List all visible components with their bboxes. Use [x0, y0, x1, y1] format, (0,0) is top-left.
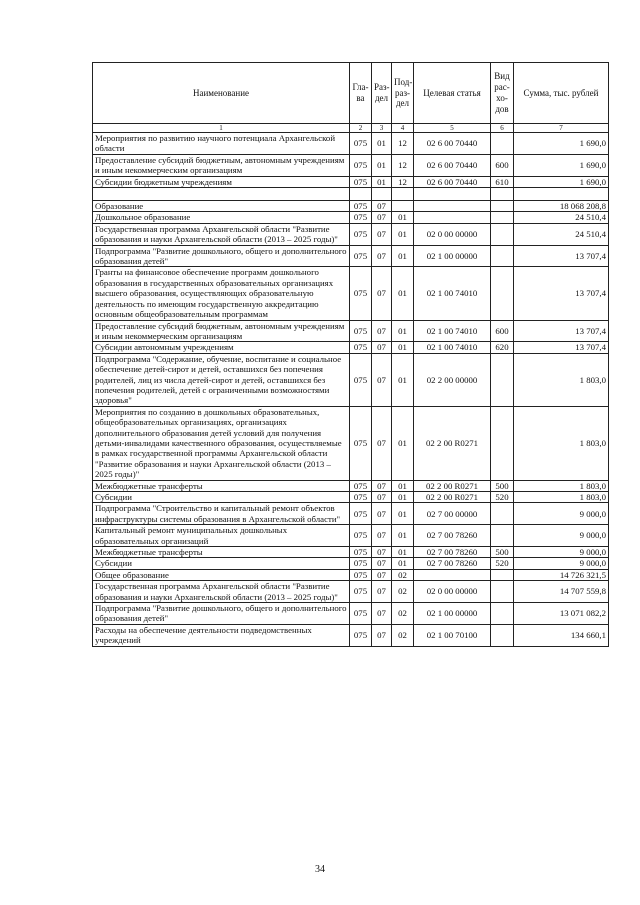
- cell-razdel: 01: [372, 154, 392, 176]
- cell-vid-rashodov: [491, 201, 514, 212]
- cell-vid-rashodov: [491, 503, 514, 525]
- cell-name: Гранты на финансовое обеспечение программ дошкольного образования в государственных образовательных организациях высшего образования, осуществляющих образовательную деятельность по имеющим государственную аккредитацию основным общеобразовательным программам: [93, 267, 350, 320]
- cell-name: Общее образование: [93, 569, 350, 580]
- cell-vid-rashodov: [491, 525, 514, 547]
- cell-vid-rashodov: 520: [491, 492, 514, 503]
- cell-cel-statya: 02 1 00 70100: [414, 624, 491, 646]
- cell-podrazdel: 01: [392, 492, 414, 503]
- cell-summa: 9 000,0: [514, 525, 609, 547]
- cell-glava: 075: [350, 525, 372, 547]
- table-row: [93, 558, 609, 569]
- column-number: 4: [392, 124, 414, 133]
- table-row: [93, 492, 609, 503]
- cell-summa: 18 068 208,8: [514, 201, 609, 212]
- empty-cell: [350, 188, 372, 201]
- cell-razdel: 07: [372, 492, 392, 503]
- cell-razdel: 07: [372, 406, 392, 480]
- cell-summa: 1 803,0: [514, 480, 609, 491]
- page-number: 34: [315, 864, 325, 875]
- empty-cell: [514, 188, 609, 201]
- cell-vid-rashodov: [491, 223, 514, 245]
- cell-glava: 075: [350, 480, 372, 491]
- cell-cel-statya: 02 1 00 74010: [414, 342, 491, 353]
- cell-summa: 9 000,0: [514, 503, 609, 525]
- cell-name: Расходы на обеспечение деятельности подведомственных учреждений: [93, 624, 350, 646]
- cell-razdel: 07: [372, 201, 392, 212]
- table-row: [93, 212, 609, 223]
- table-spacer-row: [93, 188, 609, 201]
- cell-razdel: 07: [372, 603, 392, 625]
- cell-name: Межбюджетные трансферты: [93, 547, 350, 558]
- header-name: Наименование: [93, 63, 350, 124]
- cell-vid-rashodov: [491, 406, 514, 480]
- cell-name: Субсидии: [93, 558, 350, 569]
- cell-glava: 075: [350, 547, 372, 558]
- cell-vid-rashodov: [491, 603, 514, 625]
- table-row: [93, 320, 609, 342]
- cell-razdel: 07: [372, 223, 392, 245]
- cell-podrazdel: 12: [392, 133, 414, 155]
- cell-glava: 075: [350, 558, 372, 569]
- cell-vid-rashodov: 600: [491, 320, 514, 342]
- table-row: [93, 176, 609, 187]
- table-row: [93, 569, 609, 580]
- cell-glava: 075: [350, 492, 372, 503]
- table-header-row: [93, 63, 609, 124]
- cell-vid-rashodov: 600: [491, 154, 514, 176]
- cell-name: Предоставление субсидий бюджетным, автономным учреждениям и иным некоммерческим организациям: [93, 320, 350, 342]
- empty-cell: [372, 188, 392, 201]
- column-number: 3: [372, 124, 392, 133]
- column-number: 7: [514, 124, 609, 133]
- cell-cel-statya: 02 6 00 70440: [414, 176, 491, 187]
- cell-vid-rashodov: [491, 212, 514, 223]
- cell-cel-statya: 02 1 00 00000: [414, 603, 491, 625]
- cell-podrazdel: 01: [392, 245, 414, 267]
- cell-name: Подпрограмма "Содержание, обучение, воспитание и социальное обеспечение детей-сирот и детей, оставшихся без попечения родителей, лиц из числа детей-сирот и детей, оставшихся без попечения родителей, детей с ограниченными возможностями здоровья": [93, 353, 350, 406]
- cell-glava: 075: [350, 245, 372, 267]
- table-row: [93, 547, 609, 558]
- cell-podrazdel: 02: [392, 581, 414, 603]
- cell-glava: 075: [350, 223, 372, 245]
- cell-summa: 1 690,0: [514, 133, 609, 155]
- cell-glava: 075: [350, 569, 372, 580]
- table-row: [93, 406, 609, 480]
- cell-vid-rashodov: [491, 569, 514, 580]
- cell-glava: 075: [350, 154, 372, 176]
- cell-summa: 134 660,1: [514, 624, 609, 646]
- cell-razdel: 07: [372, 245, 392, 267]
- table-row: [93, 581, 609, 603]
- cell-glava: 075: [350, 603, 372, 625]
- cell-podrazdel: 01: [392, 223, 414, 245]
- header-cel-statya: Целевая статья: [414, 63, 491, 124]
- table-row: [93, 201, 609, 212]
- cell-podrazdel: 02: [392, 624, 414, 646]
- cell-podrazdel: 12: [392, 176, 414, 187]
- cell-name: Мероприятия по развитию научного потенциала Архангельской области: [93, 133, 350, 155]
- cell-name: Предоставление субсидий бюджетным, автономным учреждениям и иным некоммерческим организациям: [93, 154, 350, 176]
- cell-glava: 075: [350, 503, 372, 525]
- table-row: [93, 480, 609, 491]
- column-number-row: [93, 124, 609, 133]
- cell-summa: 9 000,0: [514, 547, 609, 558]
- cell-cel-statya: [414, 569, 491, 580]
- cell-razdel: 07: [372, 547, 392, 558]
- cell-summa: 13 071 082,2: [514, 603, 609, 625]
- cell-podrazdel: 01: [392, 480, 414, 491]
- cell-summa: 1 803,0: [514, 353, 609, 406]
- empty-cell: [93, 188, 350, 201]
- cell-summa: 1 803,0: [514, 406, 609, 480]
- table-row: [93, 503, 609, 525]
- cell-cel-statya: 02 1 00 00000: [414, 245, 491, 267]
- empty-cell: [392, 188, 414, 201]
- empty-cell: [491, 188, 514, 201]
- cell-vid-rashodov: [491, 245, 514, 267]
- cell-vid-rashodov: 610: [491, 176, 514, 187]
- cell-podrazdel: 01: [392, 267, 414, 320]
- cell-vid-rashodov: 500: [491, 480, 514, 491]
- cell-cel-statya: 02 7 00 00000: [414, 503, 491, 525]
- table-body: [93, 133, 609, 647]
- cell-glava: 075: [350, 133, 372, 155]
- cell-podrazdel: 01: [392, 406, 414, 480]
- cell-summa: 13 707,4: [514, 267, 609, 320]
- cell-glava: 075: [350, 320, 372, 342]
- cell-name: Межбюджетные трансферты: [93, 480, 350, 491]
- cell-razdel: 07: [372, 353, 392, 406]
- cell-summa: 24 510,4: [514, 212, 609, 223]
- cell-razdel: 01: [372, 133, 392, 155]
- cell-cel-statya: 02 6 00 70440: [414, 154, 491, 176]
- cell-cel-statya: 02 2 00 R0271: [414, 480, 491, 491]
- cell-podrazdel: 01: [392, 353, 414, 406]
- cell-podrazdel: 01: [392, 525, 414, 547]
- cell-podrazdel: 12: [392, 154, 414, 176]
- cell-cel-statya: 02 7 00 78260: [414, 547, 491, 558]
- budget-document: [92, 62, 608, 647]
- header-vid-rashodov: Вид рас-хо-дов: [491, 63, 514, 124]
- cell-name: Государственная программа Архангельской области "Развитие образования и науки Архангельской области (2013 – 2025 годы)": [93, 581, 350, 603]
- cell-razdel: 07: [372, 558, 392, 569]
- cell-cel-statya: 02 7 00 78260: [414, 525, 491, 547]
- table-row: [93, 624, 609, 646]
- cell-glava: 075: [350, 581, 372, 603]
- cell-name: Субсидии: [93, 492, 350, 503]
- cell-name: Подпрограмма "Строительство и капитальный ремонт объектов инфраструктуры системы образования в Архангельской области": [93, 503, 350, 525]
- cell-vid-rashodov: 620: [491, 342, 514, 353]
- cell-vid-rashodov: [491, 353, 514, 406]
- cell-razdel: 07: [372, 342, 392, 353]
- table-row: [93, 525, 609, 547]
- cell-vid-rashodov: [491, 624, 514, 646]
- table-row: [93, 353, 609, 406]
- cell-summa: 13 707,4: [514, 245, 609, 267]
- cell-name: Подпрограмма "Развитие дошкольного, общего и дополнительного образования детей": [93, 603, 350, 625]
- cell-razdel: 07: [372, 624, 392, 646]
- cell-podrazdel: [392, 201, 414, 212]
- cell-podrazdel: 01: [392, 342, 414, 353]
- cell-podrazdel: 01: [392, 503, 414, 525]
- cell-name: Подпрограмма "Развитие дошкольного, общего и дополнительного образования детей": [93, 245, 350, 267]
- cell-cel-statya: 02 6 00 70440: [414, 133, 491, 155]
- table-row: [93, 223, 609, 245]
- header-podrazdel: Под-раз-дел: [392, 63, 414, 124]
- cell-razdel: 07: [372, 212, 392, 223]
- cell-summa: 9 000,0: [514, 558, 609, 569]
- cell-vid-rashodov: 520: [491, 558, 514, 569]
- cell-razdel: 07: [372, 320, 392, 342]
- cell-summa: 1 690,0: [514, 154, 609, 176]
- table-row: [93, 133, 609, 155]
- header-razdel: Раз-дел: [372, 63, 392, 124]
- column-number: 1: [93, 124, 350, 133]
- column-number: 5: [414, 124, 491, 133]
- cell-vid-rashodov: [491, 267, 514, 320]
- cell-podrazdel: 01: [392, 547, 414, 558]
- cell-cel-statya: [414, 201, 491, 212]
- cell-glava: 075: [350, 212, 372, 223]
- cell-cel-statya: 02 7 00 78260: [414, 558, 491, 569]
- table-row: [93, 267, 609, 320]
- cell-vid-rashodov: [491, 581, 514, 603]
- cell-razdel: 07: [372, 267, 392, 320]
- cell-glava: 075: [350, 267, 372, 320]
- cell-summa: 14 726 321,5: [514, 569, 609, 580]
- table-row: [93, 154, 609, 176]
- cell-name: Капитальный ремонт муниципальных дошкольных образовательных организаций: [93, 525, 350, 547]
- cell-glava: 075: [350, 624, 372, 646]
- cell-cel-statya: 02 2 00 R0271: [414, 492, 491, 503]
- empty-cell: [414, 188, 491, 201]
- cell-razdel: 07: [372, 503, 392, 525]
- cell-glava: 075: [350, 353, 372, 406]
- cell-glava: 075: [350, 176, 372, 187]
- cell-cel-statya: 02 0 00 00000: [414, 581, 491, 603]
- budget-table: [92, 62, 609, 647]
- column-number: 2: [350, 124, 372, 133]
- cell-razdel: 07: [372, 569, 392, 580]
- cell-summa: 14 707 559,8: [514, 581, 609, 603]
- cell-name: Субсидии автономным учреждениям: [93, 342, 350, 353]
- cell-name: Мероприятия по созданию в дошкольных образовательных, общеобразовательных организациях, организациях дополнительного образования детей условий для получения детьми-инвалидами качественного образования, осуществляемые в рамках государственной программы Архангельской области "Развитие образования и науки Архангельской области (2013 – 2025 годы)": [93, 406, 350, 480]
- cell-summa: 1 690,0: [514, 176, 609, 187]
- cell-razdel: 07: [372, 581, 392, 603]
- cell-name: Образование: [93, 201, 350, 212]
- cell-vid-rashodov: [491, 133, 514, 155]
- cell-vid-rashodov: 500: [491, 547, 514, 558]
- cell-cel-statya: 02 1 00 74010: [414, 267, 491, 320]
- cell-razdel: 01: [372, 176, 392, 187]
- cell-name: Дошкольное образование: [93, 212, 350, 223]
- cell-summa: 24 510,4: [514, 223, 609, 245]
- table-row: [93, 245, 609, 267]
- cell-cel-statya: 02 1 00 74010: [414, 320, 491, 342]
- column-number: 6: [491, 124, 514, 133]
- header-glava: Гла-ва: [350, 63, 372, 124]
- cell-podrazdel: 01: [392, 320, 414, 342]
- cell-summa: 13 707,4: [514, 342, 609, 353]
- cell-cel-statya: 02 2 00 R0271: [414, 406, 491, 480]
- cell-name: Государственная программа Архангельской области "Развитие образования и науки Архангельской области (2013 – 2025 годы)": [93, 223, 350, 245]
- cell-podrazdel: 01: [392, 212, 414, 223]
- cell-podrazdel: 01: [392, 558, 414, 569]
- cell-cel-statya: 02 2 00 00000: [414, 353, 491, 406]
- cell-podrazdel: 02: [392, 603, 414, 625]
- table-row: [93, 603, 609, 625]
- cell-name: Субсидии бюджетным учреждениям: [93, 176, 350, 187]
- cell-glava: 075: [350, 201, 372, 212]
- cell-razdel: 07: [372, 480, 392, 491]
- cell-razdel: 07: [372, 525, 392, 547]
- cell-glava: 075: [350, 406, 372, 480]
- header-summa: Сумма, тыс. рублей: [514, 63, 609, 124]
- cell-cel-statya: [414, 212, 491, 223]
- cell-cel-statya: 02 0 00 00000: [414, 223, 491, 245]
- cell-summa: 1 803,0: [514, 492, 609, 503]
- cell-glava: 075: [350, 342, 372, 353]
- cell-podrazdel: 02: [392, 569, 414, 580]
- table-row: [93, 342, 609, 353]
- cell-summa: 13 707,4: [514, 320, 609, 342]
